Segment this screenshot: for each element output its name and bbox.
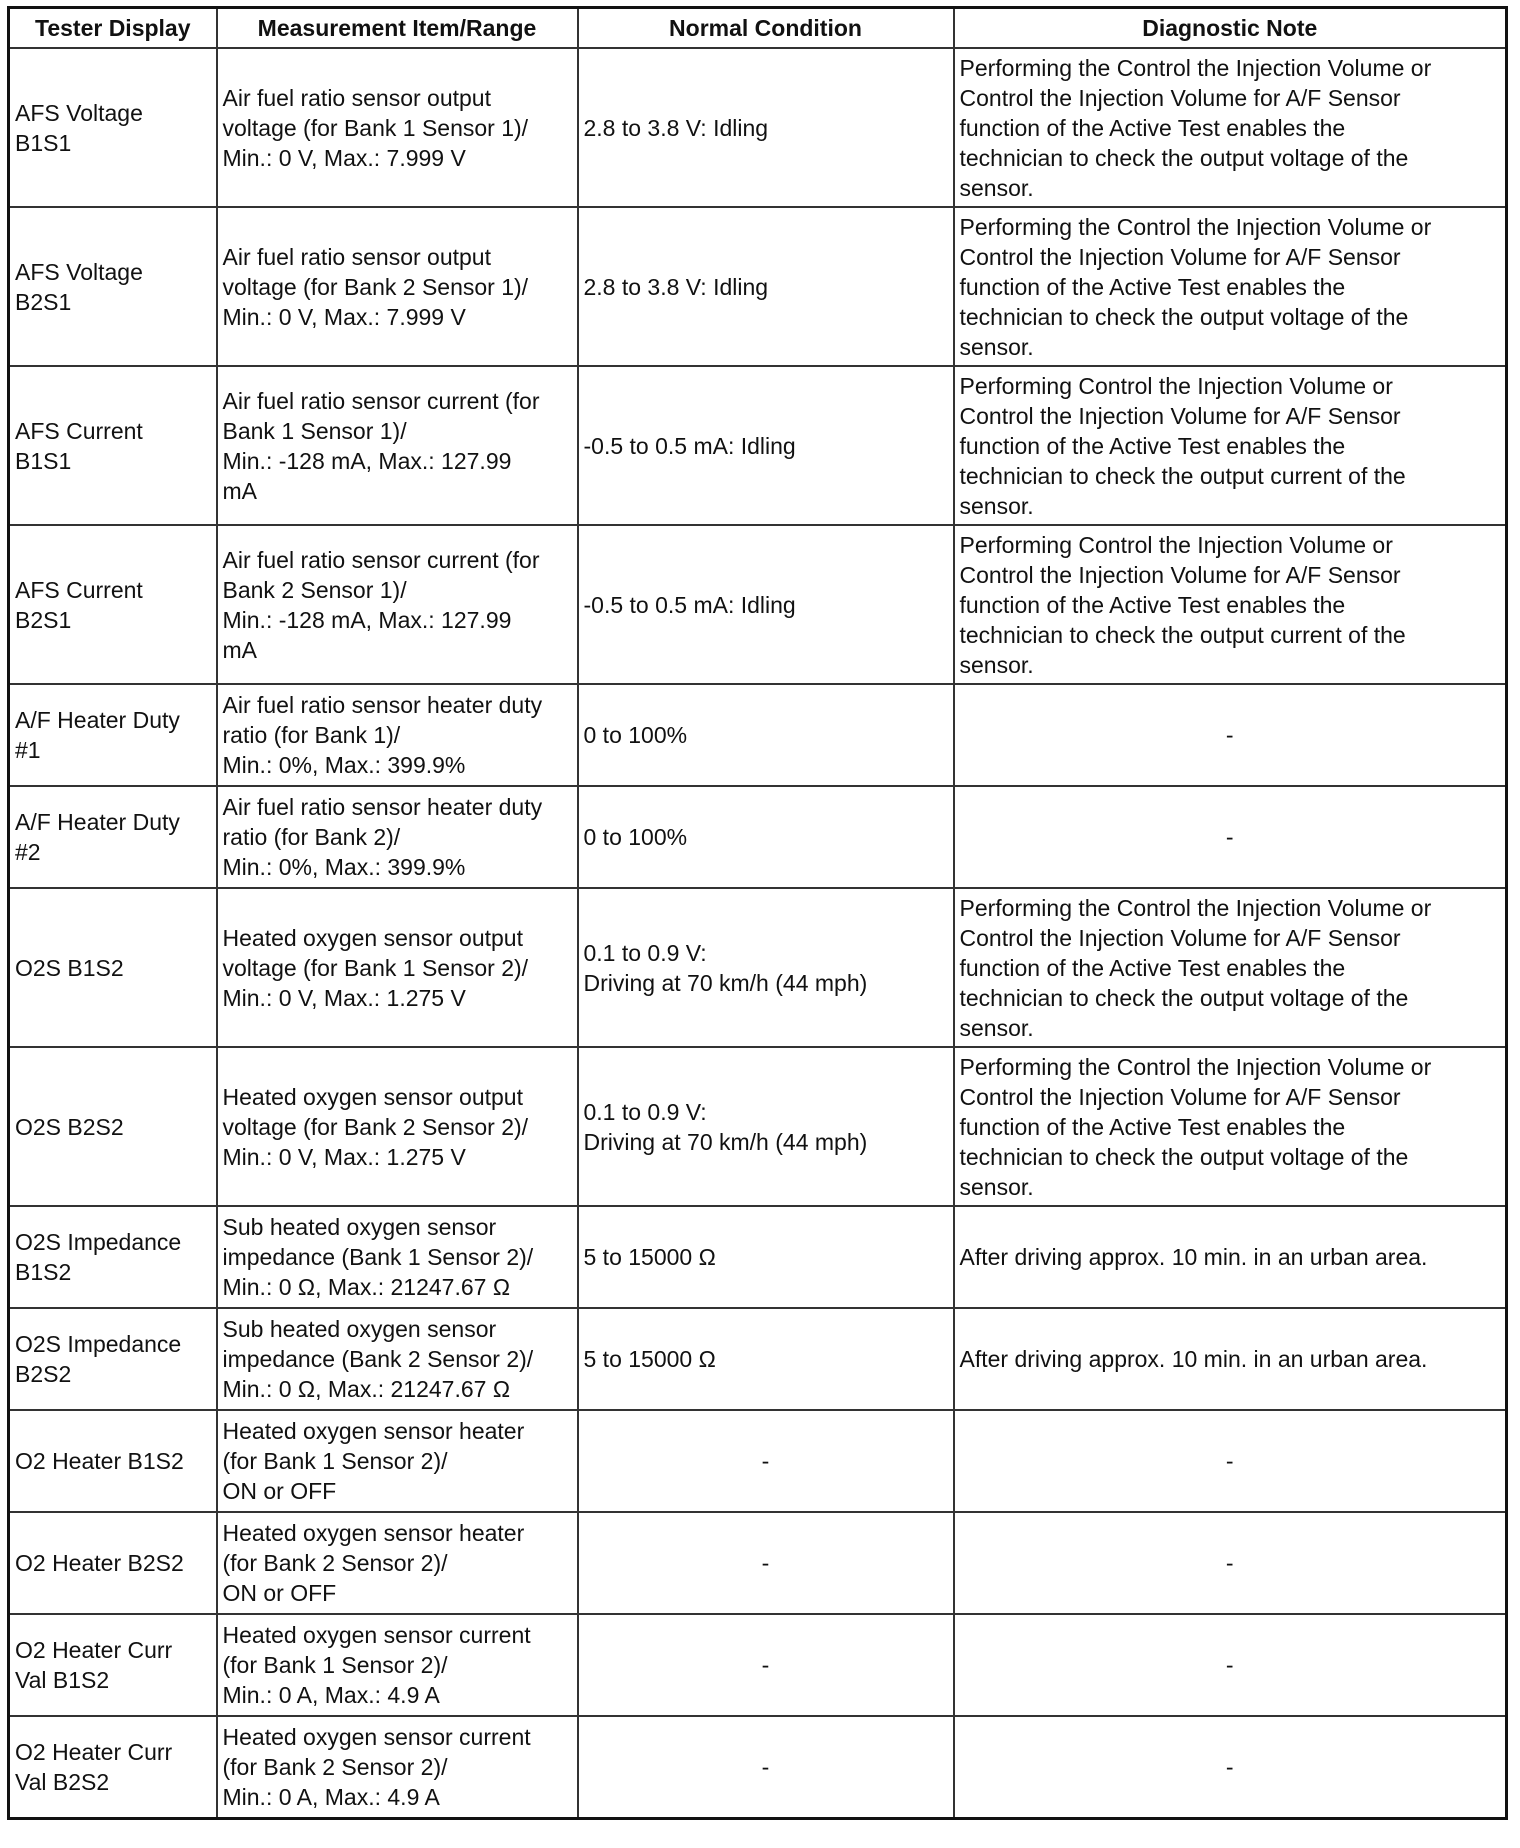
cell-diagnostic-note: Performing Control the Injection Volume or Control the Injection Volume for A/F Sensor function of the Active Test enables the technician to check the output current of the sensor. <box>954 366 1507 525</box>
cell-diagnostic-note: Performing the Control the Injection Volume or Control the Injection Volume for A/F Sensor function of the Active Test enables the technician to check the output voltage of the sensor. <box>954 207 1507 366</box>
cell-diagnostic-note: Performing the Control the Injection Volume or Control the Injection Volume for A/F Sensor function of the Active Test enables the technician to check the output voltage of the sensor. <box>954 48 1507 207</box>
cell-measurement: Sub heated oxygen sensor impedance (Bank 1 Sensor 2)/ Min.: 0 Ω, Max.: 21247.67 Ω <box>217 1206 578 1308</box>
header-row <box>9 8 1507 49</box>
cell-measurement: Air fuel ratio sensor output voltage (for Bank 2 Sensor 1)/ Min.: 0 V, Max.: 7.999 V <box>217 207 578 366</box>
cell-normal-condition: 0 to 100% <box>578 786 954 888</box>
cell-normal-condition: - <box>578 1410 954 1512</box>
cell-diagnostic-note: Performing the Control the Injection Volume or Control the Injection Volume for A/F Sensor function of the Active Test enables the technician to check the output voltage of the sensor. <box>954 888 1507 1047</box>
cell-tester-display: AFS Current B1S1 <box>9 366 217 525</box>
cell-normal-condition: -0.5 to 0.5 mA: Idling <box>578 366 954 525</box>
cell-normal-condition: -0.5 to 0.5 mA: Idling <box>578 525 954 684</box>
cell-tester-display: O2S Impedance B1S2 <box>9 1206 217 1308</box>
cell-tester-display: O2 Heater B2S2 <box>9 1512 217 1614</box>
cell-normal-condition: 0.1 to 0.9 V: Driving at 70 km/h (44 mph) <box>578 1047 954 1206</box>
table-row <box>9 48 1507 207</box>
table-row <box>9 1206 1507 1308</box>
cell-tester-display: AFS Voltage B1S1 <box>9 48 217 207</box>
cell-diagnostic-note: - <box>954 1716 1507 1819</box>
table-row <box>9 1716 1507 1819</box>
header-diagnostic-note: Diagnostic Note <box>954 8 1507 49</box>
cell-diagnostic-note: - <box>954 1614 1507 1716</box>
table-row <box>9 366 1507 525</box>
cell-normal-condition: 5 to 15000 Ω <box>578 1308 954 1410</box>
cell-tester-display: O2 Heater Curr Val B2S2 <box>9 1716 217 1819</box>
data-monitor-table <box>7 6 1508 1820</box>
cell-tester-display: O2S Impedance B2S2 <box>9 1308 217 1410</box>
table-row <box>9 1047 1507 1206</box>
cell-measurement: Heated oxygen sensor heater (for Bank 2 Sensor 2)/ ON or OFF <box>217 1512 578 1614</box>
table-row <box>9 684 1507 786</box>
cell-normal-condition: 0 to 100% <box>578 684 954 786</box>
table-row <box>9 1512 1507 1614</box>
cell-measurement: Air fuel ratio sensor current (for Bank 1 Sensor 1)/ Min.: -128 mA, Max.: 127.99 mA <box>217 366 578 525</box>
cell-measurement: Air fuel ratio sensor heater duty ratio (for Bank 1)/ Min.: 0%, Max.: 399.9% <box>217 684 578 786</box>
cell-normal-condition: 5 to 15000 Ω <box>578 1206 954 1308</box>
cell-measurement: Air fuel ratio sensor current (for Bank 2 Sensor 1)/ Min.: -128 mA, Max.: 127.99 mA <box>217 525 578 684</box>
cell-measurement: Sub heated oxygen sensor impedance (Bank 2 Sensor 2)/ Min.: 0 Ω, Max.: 21247.67 Ω <box>217 1308 578 1410</box>
header-normal-condition: Normal Condition <box>578 8 954 49</box>
table-row <box>9 1410 1507 1512</box>
table-row <box>9 207 1507 366</box>
cell-diagnostic-note: Performing the Control the Injection Volume or Control the Injection Volume for A/F Sensor function of the Active Test enables the technician to check the output voltage of the sensor. <box>954 1047 1507 1206</box>
cell-tester-display: AFS Voltage B2S1 <box>9 207 217 366</box>
cell-tester-display: A/F Heater Duty #1 <box>9 684 217 786</box>
cell-measurement: Heated oxygen sensor current (for Bank 2 Sensor 2)/ Min.: 0 A, Max.: 4.9 A <box>217 1716 578 1819</box>
cell-diagnostic-note: Performing Control the Injection Volume or Control the Injection Volume for A/F Sensor function of the Active Test enables the technician to check the output current of the sensor. <box>954 525 1507 684</box>
cell-diagnostic-note: After driving approx. 10 min. in an urban area. <box>954 1308 1507 1410</box>
cell-diagnostic-note: After driving approx. 10 min. in an urban area. <box>954 1206 1507 1308</box>
cell-tester-display: O2S B1S2 <box>9 888 217 1047</box>
cell-measurement: Air fuel ratio sensor output voltage (for Bank 1 Sensor 1)/ Min.: 0 V, Max.: 7.999 V <box>217 48 578 207</box>
cell-tester-display: O2S B2S2 <box>9 1047 217 1206</box>
table-row <box>9 525 1507 684</box>
cell-diagnostic-note: - <box>954 1512 1507 1614</box>
table-row <box>9 786 1507 888</box>
cell-diagnostic-note: - <box>954 1410 1507 1512</box>
cell-normal-condition: - <box>578 1512 954 1614</box>
cell-diagnostic-note: - <box>954 786 1507 888</box>
header-measurement-item: Measurement Item/Range <box>217 8 578 49</box>
table-row <box>9 1308 1507 1410</box>
cell-normal-condition: - <box>578 1614 954 1716</box>
cell-measurement: Heated oxygen sensor heater (for Bank 1 Sensor 2)/ ON or OFF <box>217 1410 578 1512</box>
cell-measurement: Heated oxygen sensor output voltage (for Bank 2 Sensor 2)/ Min.: 0 V, Max.: 1.275 V <box>217 1047 578 1206</box>
cell-measurement: Air fuel ratio sensor heater duty ratio (for Bank 2)/ Min.: 0%, Max.: 399.9% <box>217 786 578 888</box>
cell-tester-display: O2 Heater Curr Val B1S2 <box>9 1614 217 1716</box>
table-row <box>9 888 1507 1047</box>
table-row <box>9 1614 1507 1716</box>
cell-measurement: Heated oxygen sensor output voltage (for Bank 1 Sensor 2)/ Min.: 0 V, Max.: 1.275 V <box>217 888 578 1047</box>
cell-tester-display: AFS Current B2S1 <box>9 525 217 684</box>
cell-tester-display: A/F Heater Duty #2 <box>9 786 217 888</box>
cell-normal-condition: 2.8 to 3.8 V: Idling <box>578 48 954 207</box>
cell-normal-condition: 0.1 to 0.9 V: Driving at 70 km/h (44 mph) <box>578 888 954 1047</box>
cell-diagnostic-note: - <box>954 684 1507 786</box>
header-tester-display: Tester Display <box>9 8 217 49</box>
cell-tester-display: O2 Heater B1S2 <box>9 1410 217 1512</box>
cell-measurement: Heated oxygen sensor current (for Bank 1 Sensor 2)/ Min.: 0 A, Max.: 4.9 A <box>217 1614 578 1716</box>
cell-normal-condition: - <box>578 1716 954 1819</box>
cell-normal-condition: 2.8 to 3.8 V: Idling <box>578 207 954 366</box>
